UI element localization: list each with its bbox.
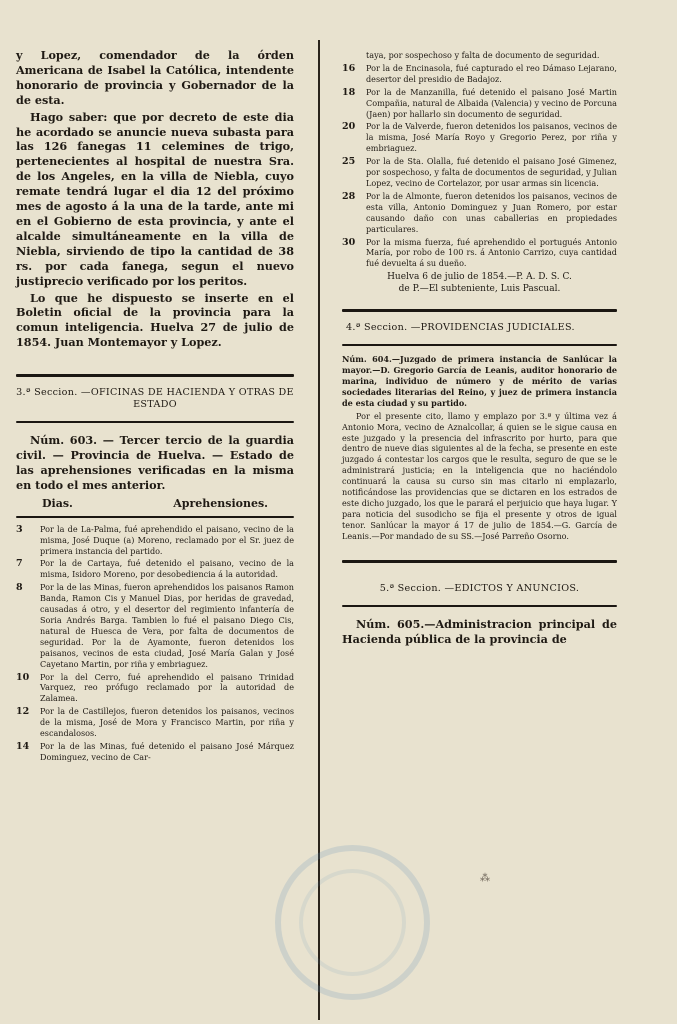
list-item [16, 524, 294, 557]
day-number: 25 [342, 156, 356, 168]
section-heading: 4.ª Seccion. —PROVIDENCIAS JUDICIALES. [346, 322, 575, 334]
list-item [16, 741, 294, 763]
day-number: 28 [342, 190, 356, 202]
entry-text: Por la de Sta. Olalla, fué detenido el paisano José Gimenez, por sospechoso, y falta de documentos de seguridad, y Julian Lopez, vecino de Cortelazor, por usar armas sin licencia. [366, 156, 618, 188]
entry-continuation: taya, por sospechoso y falta de documento de seguridad. [366, 50, 600, 60]
list-item [16, 706, 294, 739]
list-item [342, 87, 617, 120]
notice-title: Núm. 605.—Administracion principal de Hacienda pública de la provincia de [342, 616, 617, 646]
section-heading: 3.ª Seccion. —OFICINAS DE HACIENDA Y OTRAS DE ESTADO [16, 387, 294, 411]
day-number: 3 [16, 523, 23, 535]
day-number: 10 [16, 671, 30, 683]
column-divider [318, 40, 320, 1020]
list-item [16, 672, 294, 705]
section-heading: 5.ª Seccion. —EDICTOS Y ANUNCIOS. [379, 582, 580, 594]
table-header [16, 497, 294, 510]
table-rule [16, 516, 294, 518]
entry-text: Por la de Manzanilla, fué detenido el paisano José Martin Compañia, natural de Albaida (Valencia) y vecino de Porcuna (Jaen) por hallarlo sin documento de seguridad. [366, 86, 617, 119]
day-number: 30 [342, 236, 356, 248]
notice-title: Núm. 604.—Juzgado de primera instancia de Sanlúcar la mayor.—D. Gregorio García de Leanis, auditor honorario de marina, individuo de número y de mérito de varias sociedades literarias del Reino, y juez de primera instancia de esta ciudad y su partido. [342, 354, 617, 408]
list-item [16, 582, 294, 669]
entry-text: Por la de La-Palma, fué aprehendido el paisano, vecino de la misma, José Duque (a) Moreno, reclamado por el Sr. juez de primera instancia del partido. [40, 523, 294, 556]
entry-text: Por la del Cerro, fué aprehendido el paisano Trinidad Varquez, reo prófugo reclamado por la autoridad de Zalamea. [40, 671, 294, 704]
day-number: 7 [16, 558, 23, 570]
dias-header: Dias. [42, 496, 73, 510]
signoff-line: de P.—El subteniente, Luis Pascual. [398, 284, 561, 295]
notice-body: Por el presente cito, llamo y emplazo por 3.ª y última vez á Antonio Mora, vecino de Aznalcollar, á quien se le sigue causa en este juzgado y la presencia del infrascrito por hurto, para que dentro de nueve dias siguientes al de la fecha, se presente en este juzgado á contestar los cargos que le resulta, seguro de que se le administrará justicia; en la inteligencia que no haciéndolo continuará la causa su curso sin mas citarlo ni emplazarlo, notificándose las providencias que se dictaren en los estrados de este dicho juzgado, los que le parará el perjuicio que haya lugar. Y para noticia del susodicho se fija el presente y otros de igual tenor. Sanlúcar la mayor á 17 de julio de 1854.—G. García de Leanis.—Por mandado de su SS.—José Parreño Osorno. [342, 410, 617, 541]
signoff-line: Huelva 6 de julio de 1854.—P. A. D. S. C. [387, 272, 572, 283]
entry-text: Por la misma fuerza, fué aprehendido el portugués Antonio María, por robo de 100 rs. á Antonio Carrizo, cuya cantidad fué devuelta á su dueño. [366, 236, 617, 269]
section-rule [342, 309, 617, 312]
entry-text: Por la de Valverde, fueron detenidos los paisanos, vecinos de la misma, José María Royo y Gregorio Perez, por riña y embriaguez. [366, 121, 617, 154]
day-number: 12 [16, 706, 30, 718]
right-column [342, 50, 617, 646]
apprehensions-list-continued [342, 63, 617, 269]
notice-title: Núm. 603. — Tercer tercio de la guardia civil. — Provincia de Huelva. — Estado de las aprehensiones verificadas en la misma en todo el mes anterior. [16, 433, 294, 492]
aprehensiones-header: Aprehensiones. [173, 496, 268, 510]
entry-text: Por la de Castillejos, fueron detenidos los paisanos, vecinos de la misma, José de Mora y Francisco Martin, por riña y escandalosos. [40, 706, 294, 739]
text-paragraph: Hago saber: que por decreto de este dia he acordado se anuncie nueva subasta para las 126 fanegas 11 celemines de trigo, pertenecientes al hospital de nuestra Sra. de los Angeles, en la villa de Niebla, cuyo remate tendrá lugar el dia 12 del próximo mes de agosto á la una de la tarde, ante mi en el Gobierno de esta provincia, y ante el alcalde simultáneamente en la villa de Niebla, sirviendo de tipo la cantidad de 38 rs. por cada fanega, segun el nuevo justiprecio verificado por los peritos. [16, 109, 294, 288]
section-rule [16, 421, 294, 423]
section-rule [342, 605, 617, 607]
ornament-mark: ⁂ [480, 873, 490, 884]
day-number: 18 [342, 86, 356, 98]
entry-text: Por la de las Minas, fué detenido el paisano José Márquez Dominguez, vecino de Car- [40, 740, 294, 762]
list-item [342, 156, 617, 189]
day-number: 20 [342, 121, 356, 133]
section-rule [16, 374, 294, 377]
section-rule [342, 344, 617, 346]
list-item [342, 121, 617, 154]
list-item [342, 237, 617, 270]
list-item [16, 558, 294, 580]
list-item [342, 63, 617, 85]
entry-text: Por la de Encinasola, fué capturado el reo Dámaso Lejarano, desertor del presidio de Badajoz. [366, 62, 617, 84]
day-number: 16 [342, 62, 356, 74]
entry-text: Por la de Cartaya, fué detenido el paisano, vecino de la misma, Isidoro Moreno, por desobediencia á la autoridad. [40, 558, 294, 580]
text-paragraph: Lo que he dispuesto se inserte en el Boletin oficial de la provincia para la comun inteligencia. Huelva 27 de julio de 1854. Juan Montemayor y Lopez. [16, 290, 294, 350]
watermark-seal [275, 845, 430, 1000]
entry-text: Por la de las Minas, fueron aprehendidos los paisanos Ramon Banda, Ramon Cis y Manuel Dias, por heridas de gravedad, causadas á otro, y el desertor del regimiento infantería de Soria Andrés Barga. Tambien lo fué el paisano Diego Cis, natural de Huesca de Vera, por falta de documentos de seguridad. Por la de Ayamonte, fueron detenidos los paisanos, vecinos de esta ciudad, José María Galan y José Cayetano Martin, por riña y embriaguez. [40, 582, 294, 669]
day-number: 8 [16, 582, 23, 594]
apprehensions-list [16, 524, 294, 763]
text-paragraph: y Lopez, comendador de la órden Americana de Isabel la Católica, intendente honorario de provincia y Gobernador de la de esta. [16, 48, 294, 107]
entry-text: Por la de Almonte, fueron detenidos los paisanos, vecinos de esta villa, Antonio Dominguez y Juan Romero, por estar causando daño con unas caballerias en propiedades particulares. [366, 190, 617, 234]
section-rule [342, 560, 617, 563]
list-item [342, 191, 617, 235]
left-column [16, 48, 294, 765]
day-number: 14 [16, 740, 30, 752]
